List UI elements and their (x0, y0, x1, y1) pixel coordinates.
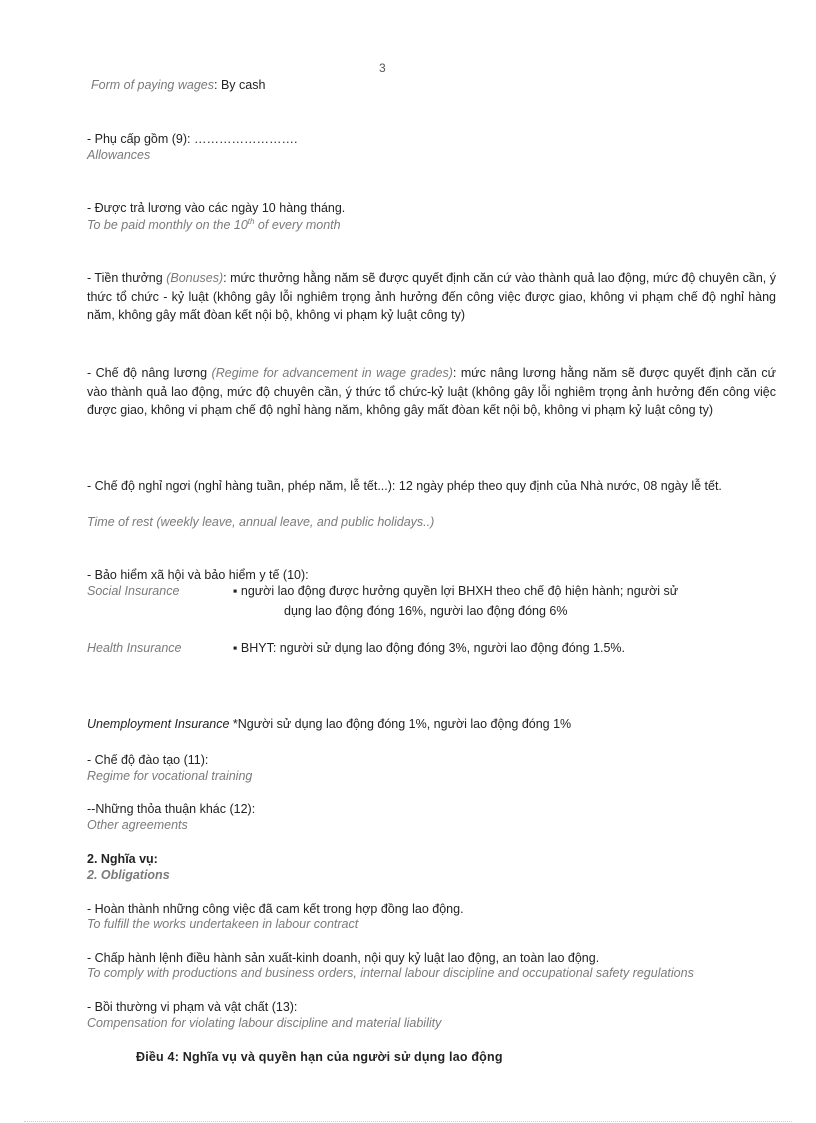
obligation-2-en: To comply with productions and business orders, internal labour discipline and occupational safety regulations (87, 966, 694, 980)
wage-form-value: By cash (220, 78, 266, 92)
pay-day-en-post: of every month (254, 218, 341, 233)
allowance-vi: - Phụ cấp gồm (9): ……………………. (87, 132, 298, 146)
rest-vi: - Chế độ nghỉ ngơi (nghỉ hàng tuần, phép năm, lễ tết...): 12 ngày phép theo quy định của Nhà nước, 08 ngày lễ tết. (87, 479, 722, 493)
pay-day-en-sup: th (247, 217, 255, 226)
page-bottom-divider (24, 1121, 792, 1122)
wage-advance-text: : mức nâng lương hằng năm sẽ được quyết định căn cứ vào thành quả lao động, mức độ chuyên cần, ý thức tổ chức-kỷ luật (không gây lỗi nghiêm trọng ảnh hưởng đến công việc được giao, không vi phạm chế độ nghỉ hàng năm, không gây mất đòan kết nội bộ, không vi phạm kỷ luật công ty) (87, 366, 777, 418)
obligations-title-vi: 2. Nghĩa vụ: (87, 852, 158, 866)
wage-form-label: Form of paying wages (91, 78, 214, 92)
bonus-paragraph (87, 269, 776, 325)
social-insurance-label: Social Insurance (87, 584, 180, 598)
allowance-en: Allowances (87, 148, 151, 162)
health-insurance-label: Health Insurance (87, 641, 182, 655)
page-number: 3 (379, 61, 386, 75)
obligation-3-vi: - Bồi thường vi phạm và vật chất (13): (87, 1000, 298, 1014)
wage-advance-pre: - Chế độ nâng lương (87, 366, 212, 380)
social-insurance-text-2: dụng lao động đóng 16%, người lao động đóng 6% (284, 604, 568, 618)
social-insurance-text-1: ▪ người lao động được hưởng quyền lợi BHXH theo chế độ hiện hành; người sử (233, 584, 679, 598)
insurance-title: - Bảo hiểm xã hội và bảo hiểm y tế (10): (87, 568, 309, 582)
bonus-text: : mức thưởng hằng năm sẽ được quyết định căn cứ vào thành quả lao động, mức độ chuyên cần, ý thức tổ chức - kỷ luật (không gây lỗi nghiêm trọng ảnh hưởng đến công việc được giao, không vi phạm chế độ nghỉ hàng năm, không gây mất đòan kết nội bộ, không vi phạm kỷ luật công ty) (87, 271, 776, 323)
unemployment-text: *Người sử dụng lao động đóng 1%, người lao động đóng 1% (229, 717, 572, 731)
pay-day-en-pre: To be paid monthly on the 10 (87, 218, 248, 233)
wage-form-line (91, 78, 265, 92)
obligation-1-vi: - Hoàn thành những công việc đã cam kết trong hợp đồng lao động. (87, 902, 464, 916)
obligation-1-en: To fulfill the works undertakeen in labour contract (87, 917, 359, 931)
pay-day-en (87, 217, 341, 232)
wage-advance-en: (Regime for advancement in wage grades) (211, 366, 453, 380)
unemployment-line (87, 717, 571, 731)
other-vi: --Những thỏa thuận khác (12): (87, 802, 256, 816)
obligation-2-vi: - Chấp hành lệnh điều hành sản xuất-kinh doanh, nội quy kỷ luật lao động, an toàn lao động. (87, 951, 600, 965)
health-insurance-text: ▪ BHYT: người sử dụng lao động đóng 3%, người lao động đóng 1.5%. (233, 641, 626, 655)
bonus-pre: - Tiền thưởng (87, 271, 167, 285)
bonus-en: (Bonuses) (166, 271, 224, 285)
obligations-title-en: 2. Obligations (87, 868, 170, 882)
wage-form-sep: : (213, 78, 221, 92)
training-vi: - Chế độ đào tạo (11): (87, 753, 209, 767)
article-4-heading: Điều 4: Nghĩa vụ và quyền hạn của người sử dụng lao động (136, 1050, 503, 1064)
pay-day-vi: - Được trả lương vào các ngày 10 hàng tháng. (87, 201, 346, 215)
rest-en: Time of rest (weekly leave, annual leave, and public holidays..) (87, 515, 435, 529)
wage-advance-paragraph (87, 364, 776, 420)
obligation-3-en: Compensation for violating labour discipline and material liability (87, 1016, 442, 1030)
other-en: Other agreements (87, 818, 188, 832)
unemployment-label: Unemployment Insurance (87, 717, 230, 731)
training-en: Regime for vocational training (87, 769, 253, 783)
